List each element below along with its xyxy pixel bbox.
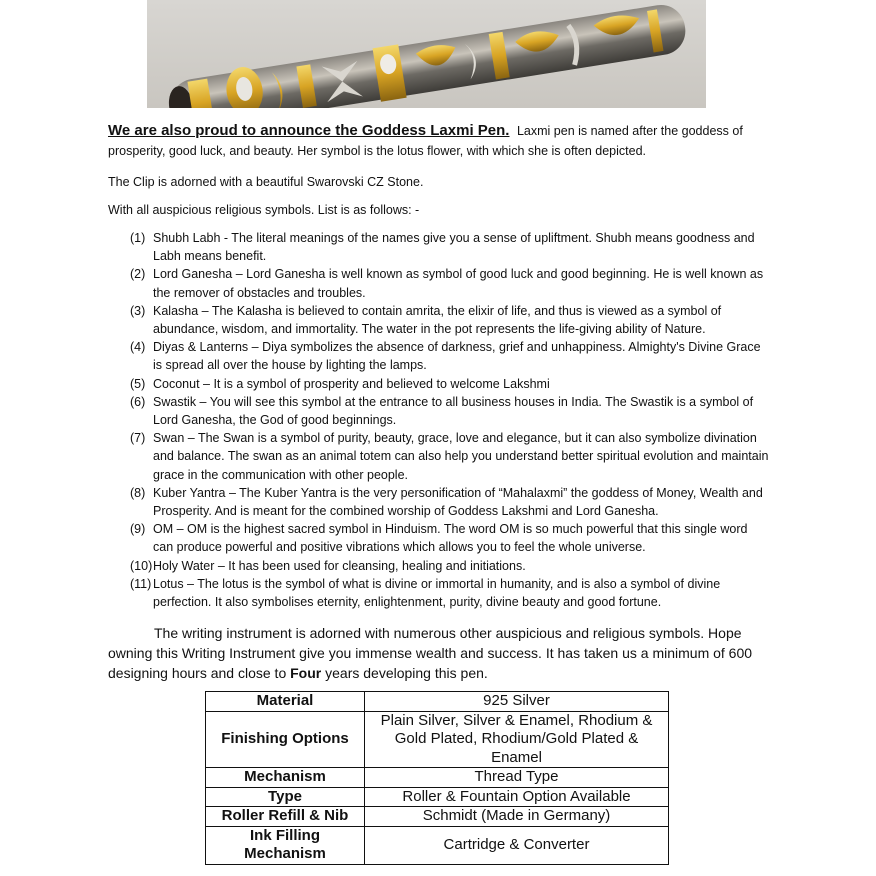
headline-text: Laxmi pen is named after the goddess of prosperity, good luck, and beauty. Her symbol is the lotus flower, with which she is often depicted. [108,124,743,158]
table-row: Mechanism Thread Type [206,768,669,788]
table-row: Material 925 Silver [206,692,669,712]
closing-paragraph: The writing instrument is adorned with numerous other auspicious and religious symbols. Hope owning this Writing Instrument give you immense wealth and success. It has taken us a minimum of 600 designing hours and close to Four years developing this pen. [108,625,753,681]
table-row: Roller Refill & Nib Schmidt (Made in Germany) [206,807,669,827]
list-item: (2) Lord Ganesha – Lord Ganesha is well known as symbol of good luck and good beginning. He is well known as the remover of obstacles and troubles. [130,267,764,300]
list-item: (7) Swan – The Swan is a symbol of purity, beauty, grace, love and elegance, but it can also symbolize divination and balance. The swan as an animal totem can also help you understand better spiritual evolution and maintain grace in the communication with other people. [130,431,769,482]
symbols-list [130,229,770,611]
table-row: Ink Filling Mechanism Cartridge & Converter [206,826,669,864]
list-item: (5) Coconut – It is a symbol of prosperity and believed to welcome Lakshmi [130,376,550,391]
list-item: (8) Kuber Yantra – The Kuber Yantra is the very personification of “Mahalaxmi” the goddess of Money, Wealth and Prosperity. And is meant for the combined worship of Goddess Lakshmi and Lord Ganesha. [130,485,763,519]
table-row: Type Roller & Fountain Option Available [206,787,669,807]
list-item: (11) Lotus – The lotus is the symbol of what is divine or immortal in humanity, and is also a symbol of divine perfection. It also symbolises eternity, enlightenment, purity, divine beauty and good fortune. [130,576,721,610]
list-item: (3) Kalasha – The Kalasha is believed to contain amrita, the elixir of life, and thus is viewed as a symbol of abundance, wisdom, and immortality. The water in the pot represents the life-giving ability of Nature. [130,303,722,337]
headline-title: We are also proud to announce the Goddess Laxmi Pen. [108,122,510,139]
specs-table [205,691,669,865]
pen-photo [147,0,706,108]
list-item: (6) Swastik – You will see this symbol at the entrance to all business houses in India. The Swastik is a symbol of Lord Ganesha, the God of good beginnings. [130,394,754,428]
laxmi-pen-illustration [147,0,706,108]
clip-paragraph: The Clip is adorned with a beautiful Swarovski CZ Stone. [108,175,424,189]
list-item: (9) OM – OM is the highest sacred symbol in Hinduism. The word OM is so much powerful that this single word can produce powerful and positive vibrations which allows you to feel the whole universe. [130,522,748,555]
list-item: (4) Diyas & Lanterns – Diya symbolizes the absence of darkness, grief and unhappiness. Almighty's Divine Grace is spread all over the house by lighting the lamps. [130,340,761,373]
list-item: (1) Shubh Labh - The literal meanings of the names give you a sense of upliftment. Shubh means goodness and Labh means benefit. [130,231,755,264]
table-row: Finishing Options Plain Silver, Silver & Enamel, Rhodium & Gold Plated, Rhodium/Gold Plated & Enamel [206,711,669,768]
closing-bold: Four [290,665,322,681]
headline-paragraph [108,121,768,161]
list-item: (10) Holy Water – It has been used for cleansing, healing and initiations. [130,558,526,573]
intro-paragraph: With all auspicious religious symbols. List is as follows: - [108,203,420,217]
